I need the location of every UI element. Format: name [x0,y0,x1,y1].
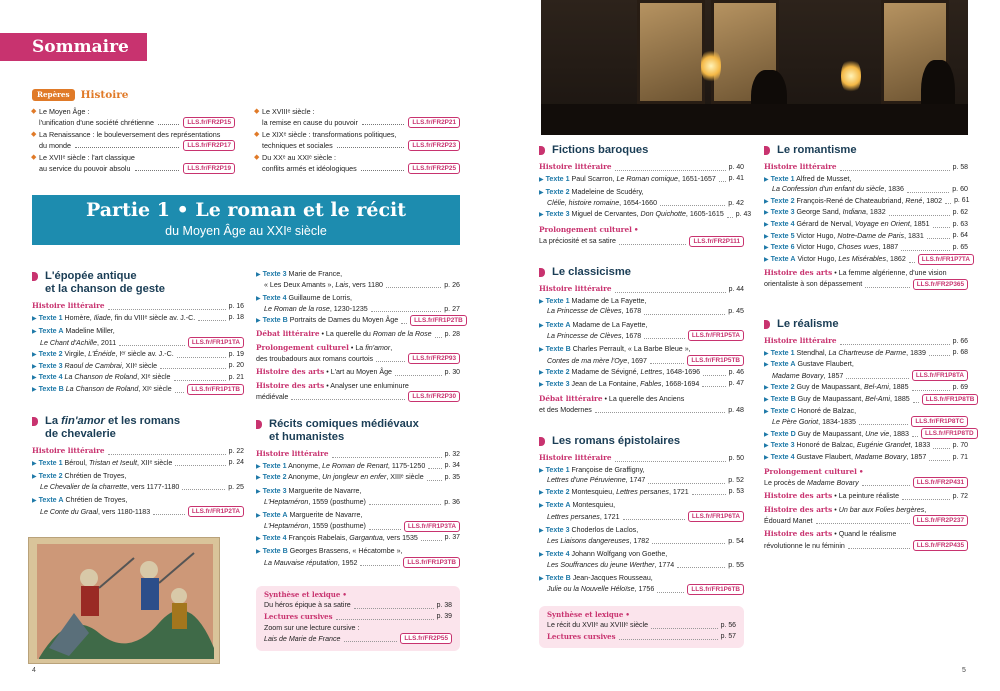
page-number-left: 4 [32,667,36,674]
section-title: Le romantisme [764,144,968,157]
reperes-header [32,88,128,102]
history-item: ◆ Le XVIIᵉ siècle : l'art classique au service du pouvoir absolu LLS.fr/FR2P19 [39,153,235,174]
section-realisme: Le réalisme Histoire littéraire p. 66 ▶ Texte 1 Stendhal, La Chartreuse de Parme, 1839 p. 68 ▶ Texte A Gustave Flaubert, Madame Bovary, 1857 LLS.fr/FR1P8TA ▶ Texte 2 Guy de Maupassant, Bel-Ami, 1885 p. 69 ▶ Texte B Guy de Maupassant, Bel-Ami, 1885 LLS.fr/FR1P8TB ▶ Texte C Honoré de Balzac, Le Père Goriot, 1834-1835 LLS.fr/FR1P8TC ▶ Texte D Guy de Maupassant, Une vie, 1883 LLS.fr/FR1P8TD ▶ Texte 3 Honoré de Balzac, Eugénie Grandet, 1833 p. 70 ▶ Texte 4 Gustave Flaubert, Madame Bovary, 1857 p. 71 Prolongement culturel • Le procès de Madame Bovary LLS.fr/FR2P431 Histoire des arts • La peinture réaliste p. 72 Histoire des arts • Un bar aux Folies bergères, Édouard Manet LLS.fr/FR2P237 Histoire des arts • Quand le réalisme révolutionne le nu féminin LLS.fr/FR2P435 [764,318,968,551]
section-title: L'épopée antique et la chanson de geste [32,270,244,296]
illumination-image [28,537,220,664]
lls-link[interactable]: LLS.fr/FR2P93 [408,353,460,364]
part-banner [32,195,460,245]
lls-link[interactable]: LLS.fr/FR2P431 [913,477,968,488]
synthese-box: Synthèse et lexique • Le récit du XVIIᵉ au XVIIIᵉ siècle p. 56 Lectures cursives p. 57 [539,606,744,648]
lls-link[interactable]: LLS.fr/FR1P2TB [410,315,467,326]
synthese-box: Synthèse et lexique • Du héros épique à sa satire p. 38 Lectures cursives p. 39 Zoom sur une lecture cursive : Lais de Marie de France LLS.fr/FR2P55 [256,586,460,651]
page-number-right: 5 [962,667,966,674]
lls-link[interactable]: LLS.fr/FR2P17 [183,140,235,151]
lls-link[interactable]: LLS.fr/FR2P19 [183,163,235,174]
section-classicisme: Le classicisme Histoire littéraire p. 44 ▶ Texte 1 Madame de La Fayette, La Princesse de Clèves, 1678 p. 45 ▶ Texte A Madame de La Fayette, La Princesse de Clèves, 1678 LLS.fr/FR1P5TA ▶ Texte B Charles Perrault, « La Barbe Bleue », Contes de ma mère l'Oye, 1697 LLS.fr/FR1P5TB ▶ Texte 2 Madame de Sévigné, Lettres, 1648-1696 p. 46 ▶ Texte 3 Jean de La Fontaine, Fables, 1668-1694 p. 47 Débat littéraire • La querelle des Anciens et des Modernes p. 48 [539,266,744,414]
history-item: ◆ La Renaissance : le bouleversement des représentations du monde LLS.fr/FR2P17 [39,130,235,151]
lls-link[interactable]: LLS.fr/FR2P25 [408,163,460,174]
lls-link[interactable]: LLS.fr/FR2P15 [183,117,235,128]
history-item: ◆ Le Moyen Âge : l'unification d'une société chrétienne LLS.fr/FR2P15 [39,107,235,128]
section-recits: Récits comiques médiévaux et humanistes Histoire littéraire p. 32 ▶ Texte 1 Anonyme, Le Roman de Renart, 1175-1250 p. 34 ▶ Texte 2 Anonyme, Un jongleur en enfer, XIIIᵉ siècle p. 35 ▶ Texte 3 Marguerite de Navarre, L'Heptaméron, 1559 (posthume) p. 36 ▶ Texte A Marguerite de Navarre, L'Heptaméron, 1559 (posthume) LLS.fr/FR1P3TA ▶ Texte 4 François Rabelais, Gargantua, vers 1535 p. 37 ▶ Texte B Georges Brassens, « Hécatombe », La Mauvaise réputation, 1952 LLS.fr/FR1P3TB [256,418,460,567]
section-finamor: La fin'amor et les romans de chevalerie Histoire littéraire p. 22 ▶ Texte 1 Béroul, Tristan et Iseult, XIIᵉ siècle p. 24 ▶ Texte 2 Chrétien de Troyes, Le Chevalier de la charrette, vers 1177-1180 p. 25 ▶ Texte A Chrétien de Troyes, Le Conte du Graal, vers 1180-1183 LLS.fr/FR1P2TA [32,415,244,516]
section-title: Le classicisme [539,266,744,279]
lls-link[interactable]: LLS.fr/FR2P21 [408,117,460,128]
lls-link[interactable]: LLS.fr/FR1P1TB [187,384,244,395]
reperes-badge: Repères [32,89,75,101]
lls-link[interactable]: LLS.fr/FR1P1TA [188,337,244,348]
lls-link[interactable]: LLS.fr/FR1P3TA [404,521,460,532]
lls-link[interactable]: LLS.fr/FR2P23 [408,140,460,151]
lls-link[interactable]: LLS.fr/FR1P6TB [687,584,744,595]
lls-link[interactable]: LLS.fr/FR1P2TA [188,506,244,517]
section-baroques: Fictions baroques Histoire littéraire p. 40 ▶ Texte 1 Paul Scarron, Le Roman comique, 1651-1657 p. 41 ▶ Texte 2 Madeleine de Scudéry, Clélie, histoire romaine, 1654-1660 p. 42 ▶ Texte 3 Miguel de Cervantes, Don Quichotte, 1605-1615 p. 43 Prolongement culturel • La préciosité et sa satire LLS.fr/FR2P111 [539,144,752,246]
page-title: Sommaire [0,33,147,61]
section-epopee: L'épopée antique et la chanson de geste Histoire littéraire p. 16 ▶ Texte 1 Homère, Iliade, fin du VIIIᵉ siècle av. J.-C. p. 18 ▶ Texte A Madeline Miller, Le Chant d'Achille, 2011 LLS.fr/FR1P1TA ▶ Texte 2 Virgile, L'Énéide, Iᵉʳ siècle av. J.-C. p. 19 ▶ Texte 3 Raoul de Cambrai, XIIᵉ siècle p. 20 ▶ Texte 4 La Chanson de Roland, XIᵉ siècle p. 21 ▶ Texte B La Chanson de Roland, XIᵉ siècle LLS.fr/FR1P1TB [32,270,244,394]
lls-link[interactable]: LLS.fr/FR1P6TA [688,511,744,522]
section-title: Fictions baroques [539,144,744,157]
lls-link[interactable]: LLS.fr/FR2P435 [913,540,968,551]
lls-link[interactable]: LLS.fr/FR1P5TA [688,330,744,341]
section-title: La fin'amor et les romans de chevalerie [32,415,244,441]
lls-link[interactable]: LLS.fr/FR1P5TB [687,355,744,366]
history-item: ◆ Du XXᵉ au XXIᵉ siècle : conflits armés et idéologiques LLS.fr/FR2P25 [262,153,460,174]
lls-link[interactable]: LLS.fr/FR2P365 [913,279,968,290]
history-item: ◆ Le XIXᵉ siècle : transformations politiques, techniques et sociales LLS.fr/FR2P23 [262,130,460,151]
reperes-title: Histoire [80,88,129,101]
section-finamor-cont: ▶ Texte 3 Marie de France, « Les Deux Amants », Lais, vers 1180 p. 26 ▶ Texte 4 Guillaume de Lorris, Le Roman de la rose, 1230-1235 p. 27 ▶ Texte B Portraits de Dames du Moyen Âge LLS.fr/FR1P2TB Débat littéraire • La querelle du Roman de la Rose p. 28 Prolongement culturel • La fin'amor, des troubadours aux romans courtois LLS.fr/FR2P93 Histoire des arts • L'art au Moyen Âge p. 30 Histoire des arts • Analyser une enluminure médiévale LLS.fr/FR2P30 [256,269,460,402]
lls-link[interactable]: LLS.fr/FR1P3TB [403,557,460,568]
part-title: Partie 1 • Le roman et le récit [85,199,407,221]
lls-link[interactable]: LLS.fr/FR2P237 [913,515,968,526]
lls-link[interactable]: LLS.fr/FR1P8TB [922,394,979,405]
lls-link[interactable]: LLS.fr/FR1P8TC [911,416,968,427]
section-title: Les romans épistolaires [539,435,744,448]
history-item: ◆ Le XVIIIᵉ siècle : la remise en cause du pouvoir LLS.fr/FR2P21 [262,107,460,128]
lls-link[interactable]: LLS.fr/FR1P8TA [912,370,968,381]
lls-link[interactable]: LLS.fr/FR1P8TD [921,428,978,439]
section-title: Récits comiques médiévaux et humanistes [256,418,460,444]
section-title: Le réalisme [764,318,968,331]
lls-link[interactable]: LLS.fr/FR2P30 [408,391,460,402]
section-epistolaires: Les romans épistolaires Histoire littéraire p. 50 ▶ Texte 1 Françoise de Graffigny, Lettres d'une Péruvienne, 1747 p. 52 ▶ Texte 2 Montesquieu, Lettres persanes, 1721 p. 53 ▶ Texte A Montesquieu, Lettres persanes, 1721 LLS.fr/FR1P6TA ▶ Texte 3 Choderlos de Laclos, Les Liaisons dangereuses, 1782 p. 54 ▶ Texte 4 Johann Wolfgang von Goethe, Les Souffrances du jeune Werther, 1774 p. 55 ▶ Texte B Jean-Jacques Rousseau, Julie ou la Nouvelle Héloïse, 1756 LLS.fr/FR1P6TB [539,435,744,594]
section-romantisme: Le romantisme Histoire littéraire p. 58 ▶ Texte 1 Alfred de Musset, La Confession d'un enfant du siècle, 1836 p. 60 ▶ Texte 2 François-René de Chateaubriand, René, 1802 p. 61 ▶ Texte 3 George Sand, Indiana, 1832 p. 62 ▶ Texte 4 Gérard de Nerval, Voyage en Orient, 1851 p. 63 ▶ Texte 5 Victor Hugo, Notre-Dame de Paris, 1831 p. 64 ▶ Texte 6 Victor Hugo, Choses vues, 1887 p. 65 ▶ Texte A Victor Hugo, Les Misérables, 1862 LLS.fr/FR1P7TA Histoire des arts • La femme algérienne, d'une vision orientaliste à son dépassement LLS.fr/FR2P365 [764,144,968,290]
lls-link[interactable]: LLS.fr/FR2P55 [400,633,452,644]
part-subtitle: du Moyen Âge au XXIᵉ siècle [165,224,327,238]
header-photo [541,0,968,135]
lls-link[interactable]: LLS.fr/FR1P7TA [918,254,974,265]
lls-link[interactable]: LLS.fr/FR2P111 [689,236,744,247]
